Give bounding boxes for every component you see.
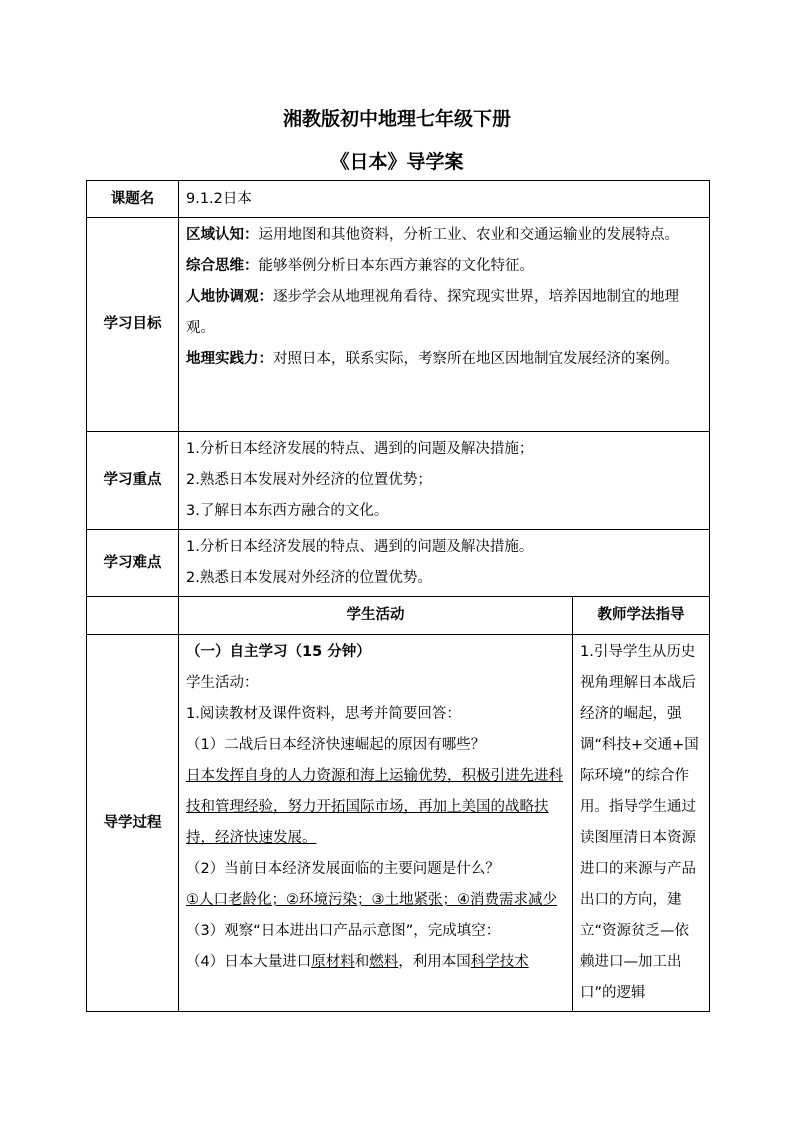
goal-text: 能够举例分析日本东西方兼容的文化特征。 <box>258 258 534 274</box>
q4-blank: 科学技术 <box>470 954 529 970</box>
goals-label: 学习目标 <box>87 218 179 432</box>
goal-item <box>186 344 702 375</box>
row-process <box>87 635 710 1012</box>
key-points-label: 学习重点 <box>87 432 179 530</box>
student-activity-content <box>179 635 573 1012</box>
q4-blank: 原材料 <box>311 954 355 970</box>
difficulties-label: 学习难点 <box>87 530 179 597</box>
goal-text: 逐步学会从地理视角看待、探究现实世界，培养因地制宜的地理观。 <box>186 289 679 336</box>
topic-label: 课题名 <box>87 181 179 218</box>
goal-item <box>186 220 702 251</box>
question-3: （3）观察“日本进出口产品示意图”，完成填空： <box>186 923 501 939</box>
process-label: 导学过程 <box>87 635 179 1012</box>
goal-item <box>186 282 702 344</box>
row-difficulties <box>87 530 710 597</box>
row-column-headers <box>87 597 710 635</box>
goal-text: 运用地图和其他资料，分析工业、农业和交通运输业的发展特点。 <box>258 227 679 243</box>
goal-key: 人地协调观： <box>186 289 273 305</box>
document-subtitle: 《日本》导学案 <box>330 151 464 173</box>
row-topic <box>87 181 710 218</box>
goal-key: 综合思维： <box>186 258 259 274</box>
key-points-content <box>179 432 710 530</box>
section-title: （一）自主学习（15 分钟） <box>186 644 371 660</box>
goal-text: 对照日本，联系实际，考察所在地区因地制宜发展经济的案例。 <box>273 351 679 367</box>
answer-1: 日本发挥自身的人力资源和海上运输优势，积极引进先进科技和管理经验，努力开拓国际市场，再加上美国的战略扶持，经济快速发展。 <box>186 768 563 846</box>
goal-key: 地理实践力： <box>186 351 273 367</box>
instruction-text: 1.阅读教材及课件资料，思考并简要回答： <box>186 706 461 722</box>
key-point-item: 1.分析日本经济发展的特点、遇到的问题及解决措施； <box>186 441 534 457</box>
row-key-points <box>87 432 710 530</box>
lesson-plan-table <box>86 180 710 1012</box>
activity-label: 学生活动： <box>186 675 259 691</box>
question-2: （2）当前日本经济发展面临的主要问题是什么？ <box>186 861 500 877</box>
difficulty-item: 2.熟悉日本发展对外经济的位置优势。 <box>186 570 432 586</box>
key-point-item: 3.了解日本东西方融合的文化。 <box>186 503 389 519</box>
difficulties-content <box>179 530 710 597</box>
teacher-guidance-content: 1.引导学生从历史视角理解日本战后经济的崛起，强调“科技+交通+国际环境”的综合作用。指导学生通过读图厘清日本资源进口的来源与产品出口的方向，建立“资源贫乏—依赖进口—加工出口”的逻辑 <box>573 635 710 1012</box>
q4-text: （4）日本大量进口 <box>186 954 312 970</box>
goal-item <box>186 251 702 282</box>
teacher-guidance-header: 教师学法指导 <box>573 597 710 635</box>
document-title: 湘教版初中地理七年级下册 <box>282 108 511 130</box>
topic-value: 9.1.2日本 <box>179 181 710 218</box>
q4-text: 和 <box>354 954 370 970</box>
student-activity-header: 学生活动 <box>179 597 573 635</box>
question-1: （1）二战后日本经济快速崛起的原因有哪些？ <box>186 737 486 753</box>
empty-header-cell <box>87 597 179 635</box>
key-point-item: 2.熟悉日本发展对外经济的位置优势； <box>186 472 432 488</box>
answer-2: ①人口老龄化；②环境污染；③土地紧张；④消费需求减少 <box>186 892 557 908</box>
question-4 <box>186 947 565 978</box>
q4-text: ，利用本国 <box>398 954 471 970</box>
row-goals <box>87 218 710 432</box>
goal-key: 区域认知： <box>186 227 259 243</box>
q4-blank: 燃料 <box>369 954 399 970</box>
difficulty-item: 1.分析日本经济发展的特点、遇到的问题及解决措施。 <box>186 539 534 555</box>
goals-content <box>179 218 710 432</box>
